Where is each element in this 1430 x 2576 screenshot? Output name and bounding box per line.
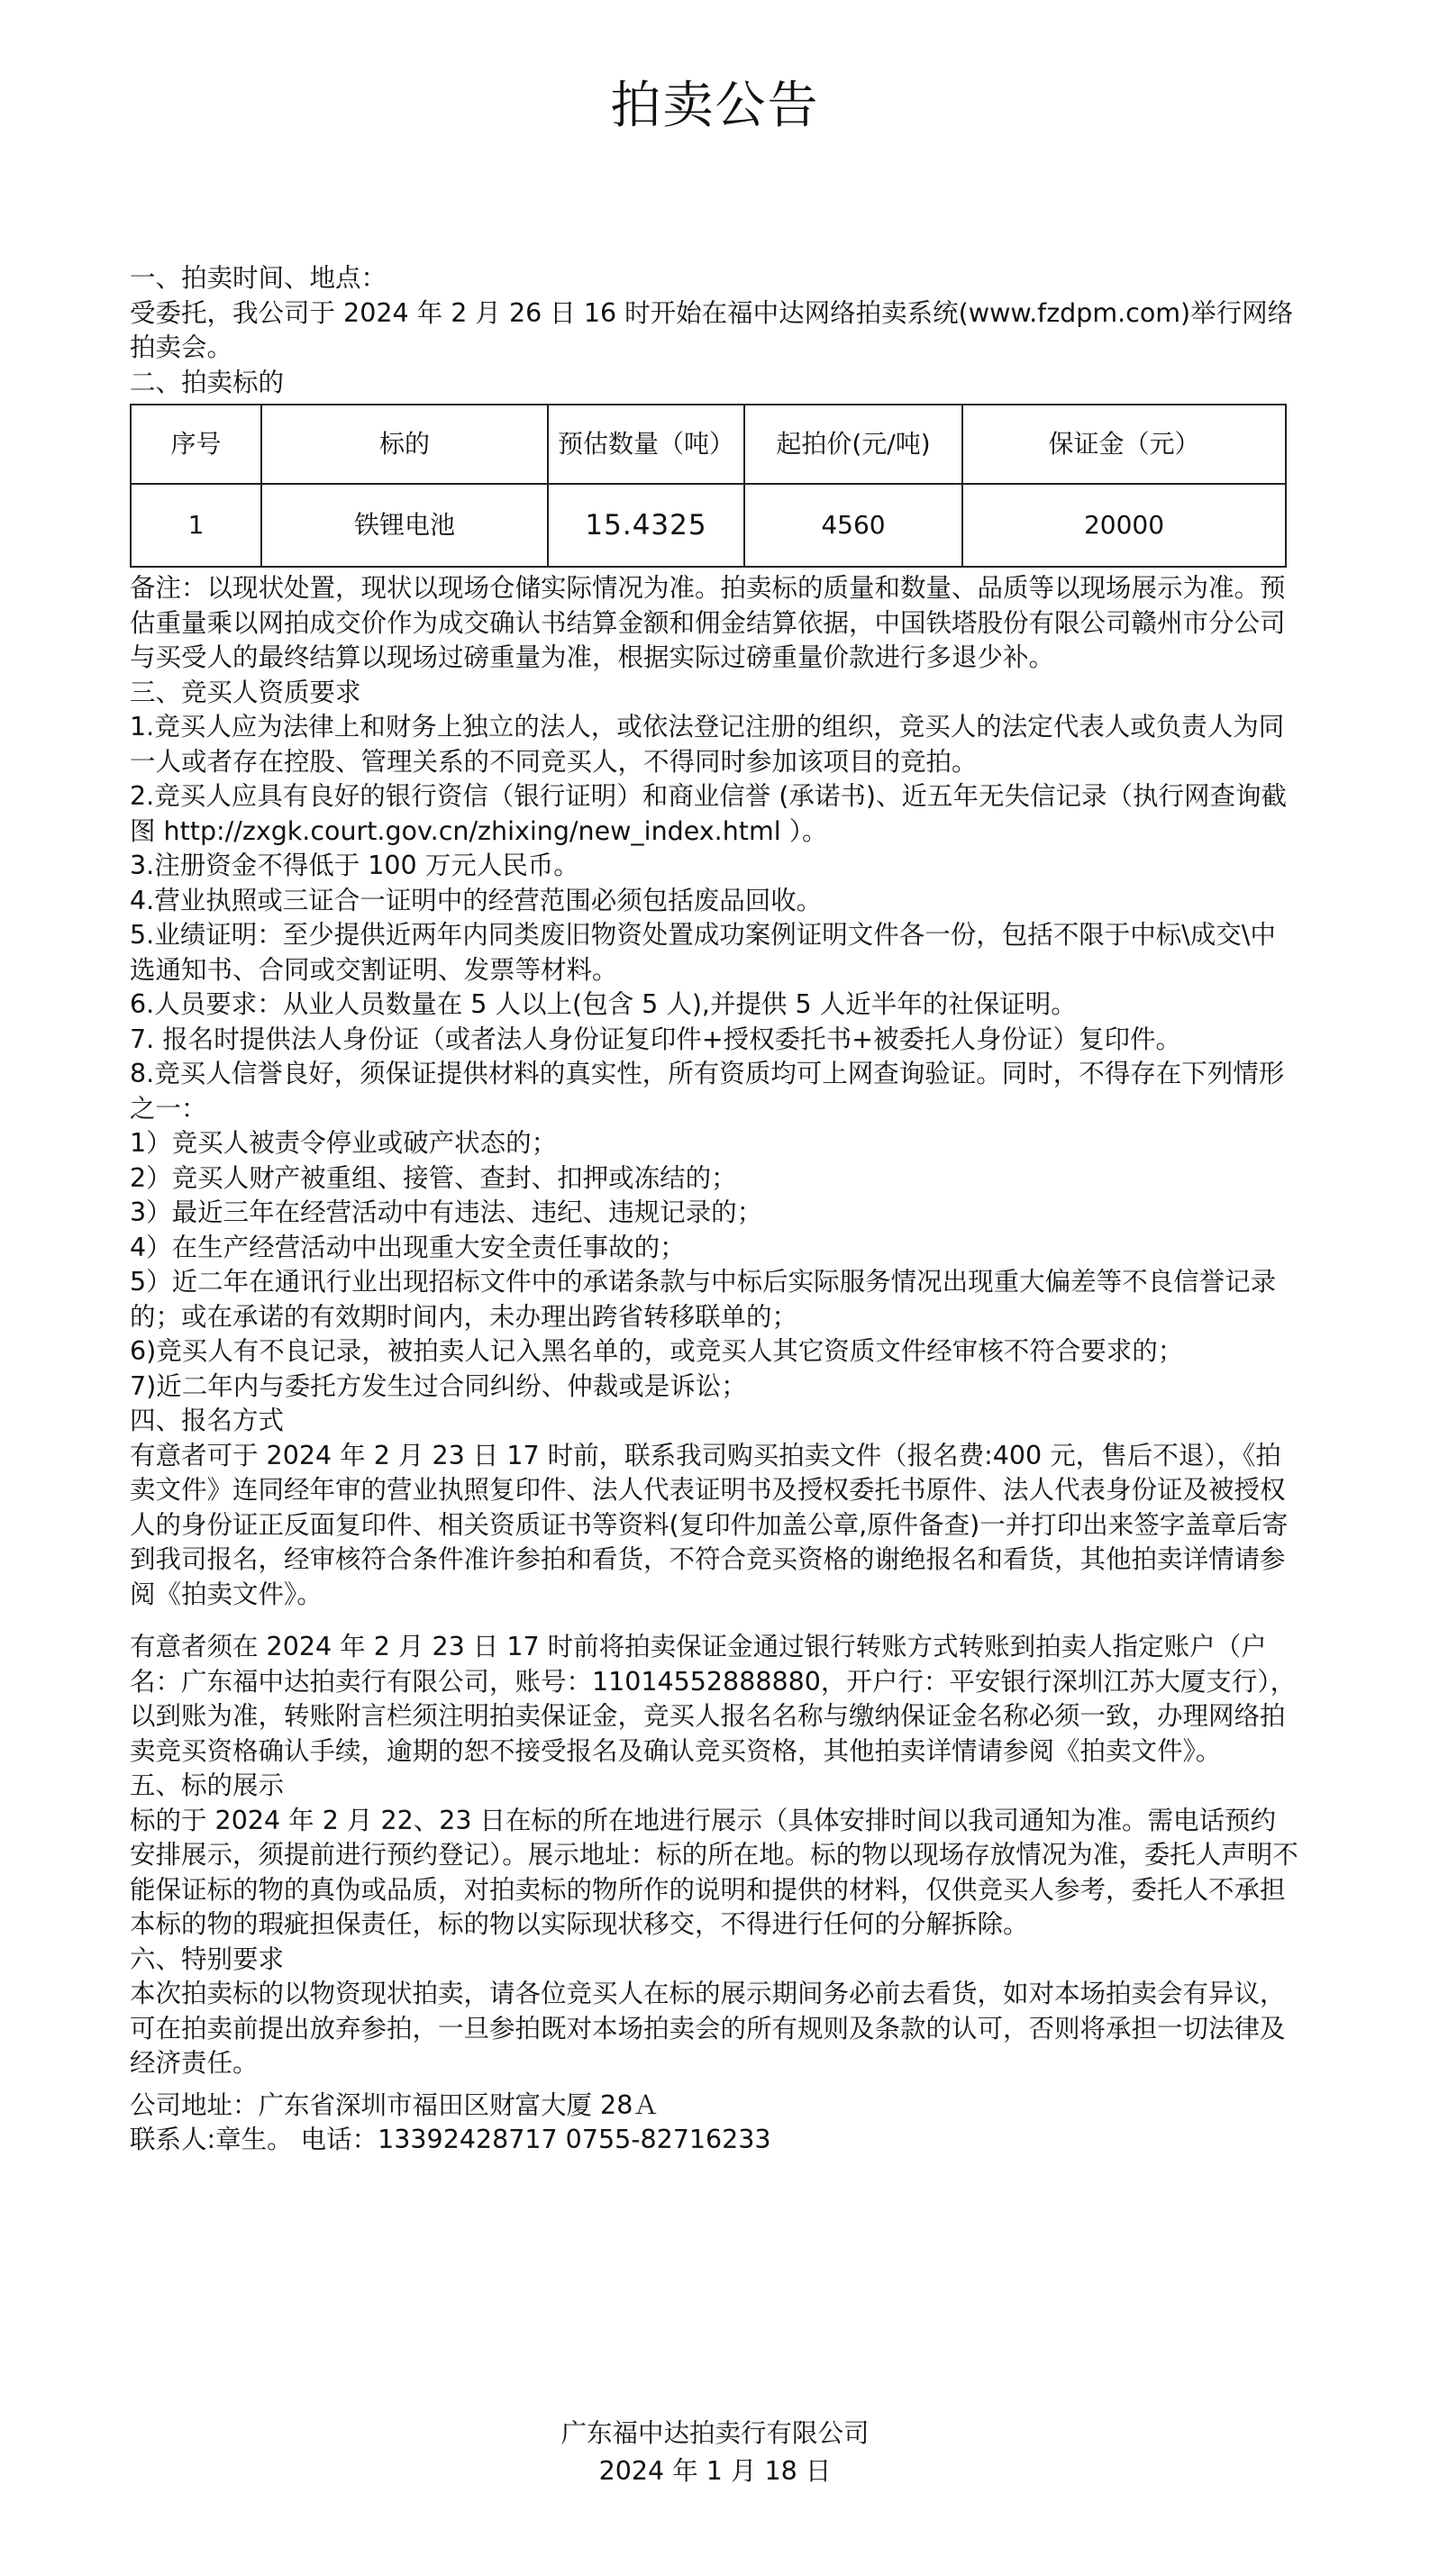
- exclusion-item: 7)近二年内与委托方发生过合同纠纷、仲裁或是诉讼；: [130, 1370, 747, 1401]
- contact-info: 联系人:章生。 电话：13392428717 0755-82716233: [130, 2125, 771, 2154]
- footer-company: 广东福中达拍卖行有限公司: [560, 2418, 870, 2448]
- exclusion-item: 5）近二年在通讯行业出现招标文件中的承诺条款与中标后实际服务情况出现重大偏差等不良信誉记录的；或在承诺的有效期时间内，未办理出跨省转移联单的；: [130, 1267, 1277, 1332]
- cell-start-price: 4560: [744, 484, 962, 567]
- cell-item: 铁锂电池: [261, 484, 548, 567]
- col-header-deposit: 保证金（元）: [962, 405, 1286, 484]
- exclusion-item: 1）竞买人被责令停业或破产状态的；: [130, 1128, 558, 1158]
- page-title: 拍卖公告: [610, 77, 820, 135]
- company-address: 公司地址：广东省深圳市福田区财富大厦 28Ａ: [130, 2089, 659, 2120]
- qualification-item: 8.竞买人信誉良好，须保证提供材料的真实性，所有资质均可上网查询验证。同时，不得存在下列情形之一：: [130, 1059, 1285, 1124]
- footer-date: 2024 年 1 月 18 日: [598, 2456, 832, 2486]
- announcement-body: [130, 261, 1301, 2158]
- qualification-item: 3.注册资金不得低于 100 万元人民币。: [130, 851, 579, 880]
- section-heading-registration: 四、报名方式: [130, 1406, 285, 1435]
- section-heading-special: 六、特别要求: [130, 1943, 285, 1974]
- col-header-index: 序号: [131, 405, 261, 484]
- col-header-quantity: 预估数量（吨）: [548, 405, 744, 484]
- cell-index: 1: [131, 484, 261, 567]
- cell-quantity: 15.4325: [548, 484, 744, 567]
- exclusion-item: 3）最近三年在经营活动中有违法、违纪、违规记录的；: [130, 1197, 763, 1227]
- table-row: [131, 484, 1286, 567]
- exclusion-item: 6)竞买人有不良记录，被拍卖人记入黑名单的，或竞买人其它资质文件经审核不符合要求的；: [130, 1336, 1184, 1366]
- qualification-item: 6.人员要求：从业人员数量在 5 人以上(包含 5 人),并提供 5 人近半年的社保证明。: [130, 989, 1077, 1019]
- section-heading-qualification: 三、竞买人资质要求: [130, 677, 361, 707]
- col-header-item: 标的: [261, 405, 548, 484]
- qualification-item: 2.竞买人应具有良好的银行资信（银行证明）和商业信誉 (承诺书)、近五年无失信记录（执行网查询截图 http://zxgk.court.gov.cn/zhixing/new_index.html ）。: [130, 781, 1287, 846]
- cell-deposit: 20000: [962, 484, 1286, 567]
- registration-paragraph-2: 有意者须在 2024 年 2 月 23 日 17 时前将拍卖保证金通过银行转账方式转账到拍卖人指定账户（户名：广东福中达拍卖行有限公司，账号：11014552888880，开户行：平安银行深圳江苏大厦支行），以到账为准，转账附言栏须注明拍卖保证金，竞买人报名名称与缴纳保证金名称必须一致，办理网络拍卖竞买资格确认手续，逾期的恕不接受报名及确认竞买资格，其他拍卖详情请参阅《拍卖文件》。: [130, 1632, 1297, 1766]
- lot-table-header: [131, 405, 1286, 484]
- section-heading-time-place: 一、拍卖时间、地点：: [130, 263, 387, 293]
- signature-block: [0, 2415, 1430, 2490]
- display-paragraph: 标的于 2024 年 2 月 22、23 日在标的所在地进行展示（具体安排时间以我司通知为准。需电话预约安排展示，须提前进行预约登记）。展示地址：标的所在地。标的物以现场存放情况为准，委托人声明不能保证标的物的真伪或品质，对拍卖标的物所作的说明和提供的材料，仅供竞买人参考，委托人不承担本标的物的瑕疵担保责任，标的物以实际现状移交，不得进行任何的分解拆除。: [130, 1805, 1298, 1939]
- section-heading-display: 五、标的展示: [130, 1770, 285, 1800]
- lot-note: 备注：以现状处置，现状以现场仓储实际情况为准。拍卖标的质量和数量、品质等以现场展示为准。预估重量乘以网拍成交价作为成交确认书结算金额和佣金结算依据，中国铁塔股份有限公司赣州市分公司与买受人的最终结算以现场过磅重量为准，根据实际过磅重量价款进行多退少补。: [130, 573, 1286, 672]
- qualification-item: 4.营业执照或三证合一证明中的经营范围必须包括废品回收。: [130, 885, 823, 915]
- section-text-time-place: 受委托，我公司于 2024 年 2 月 26 日 16 时开始在福中达网络拍卖系统(www.fzdpm.com)举行网络拍卖会。: [130, 297, 1294, 362]
- special-paragraph: 本次拍卖标的以物资现状拍卖，请各位竞买人在标的展示期间务必前去看货，如对本场拍卖会有异议，可在拍卖前提出放弃参拍，一旦参拍既对本场拍卖会的所有规则及条款的认可，否则将承担一切法律及经济责任。: [130, 1979, 1286, 2078]
- qualification-item: 7. 报名时提供法人身份证（或者法人身份证复印件+授权委托书+被委托人身份证）复印件。: [130, 1024, 1182, 1054]
- lot-table: [130, 404, 1287, 568]
- registration-paragraph-1: 有意者可于 2024 年 2 月 23 日 17 时前，联系我司购买拍卖文件（报名费:400 元，售后不退），《拍卖文件》连同经年审的营业执照复印件、法人代表证明书及授权委托书原件、法人代表身份证及被授权人的身份证正反面复印件、相关资质证书等资料(复印件加盖公章,原件备查)一并打印出来签字盖章后寄到我司报名，经审核符合条件准许参拍和看货，不符合竞买资格的谢绝报名和看货，其他拍卖详情请参阅《拍卖文件》。: [130, 1440, 1289, 1609]
- col-header-start-price: 起拍价(元/吨): [744, 405, 962, 484]
- qualification-item: 1.竞买人应为法律上和财务上独立的法人，或依法登记注册的组织，竞买人的法定代表人或负责人为同一人或者存在控股、管理关系的不同竞买人，不得同时参加该项目的竞拍。: [130, 712, 1285, 777]
- exclusion-item: 4）在生产经营活动中出现重大安全责任事故的；: [130, 1232, 686, 1262]
- exclusion-item: 2）竞买人财产被重组、接管、查封、扣押或冻结的；: [130, 1162, 737, 1193]
- section-heading-lot: 二、拍卖标的: [130, 367, 285, 397]
- qualification-item: 5.业绩证明：至少提供近两年内同类废旧物资处置成功案例证明文件各一份，包括不限于中标\成交\中选通知书、合同或交割证明、发票等材料。: [130, 920, 1276, 985]
